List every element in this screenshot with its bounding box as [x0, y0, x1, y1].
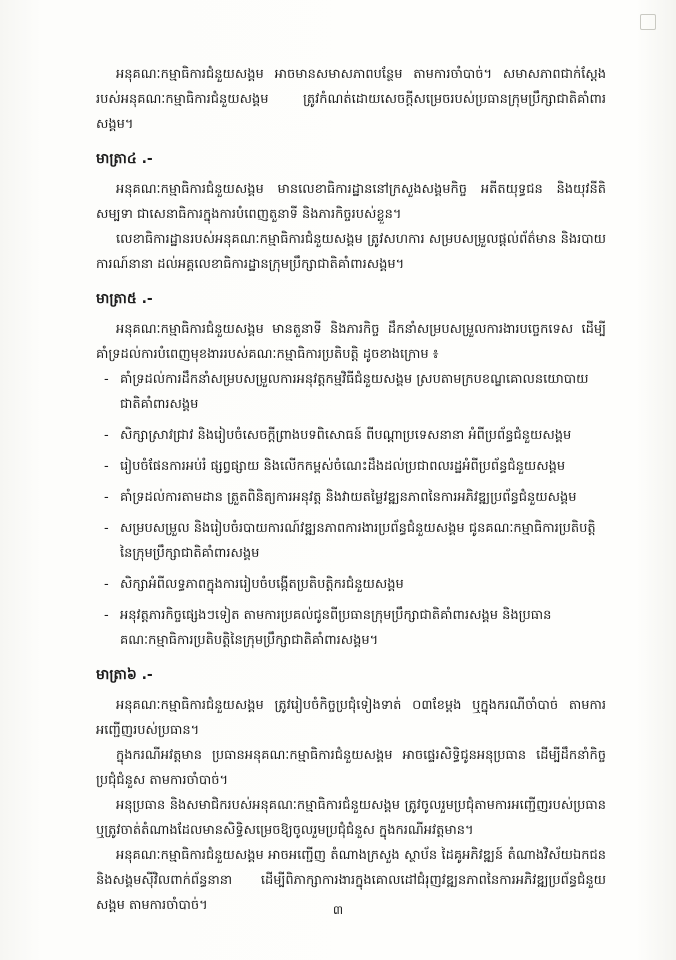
duty-text: អនុវត្តភារកិច្ចផ្សេងៗទៀត តាមការប្រគល់ជូនពីប្រធានក្រុមប្រឹក្សាជាតិគាំពារសង្គម និងប្រធានគណៈកម្មាធិការប្រតិបត្តិនៃក្រុមប្រឹក្សាជាតិគាំពារសង្គម។	[120, 608, 552, 648]
bullet-dash: -	[104, 577, 109, 592]
bullet-dash: -	[104, 490, 109, 505]
article-6-paragraph-3: អនុប្រធាន និងសមាជិករបស់អនុគណៈកម្មាធិការជំនួយសង្គម ត្រូវចូលរួមប្រជុំតាមការអញ្ជើញរបស់ប្រធាន ឬត្រូវចាត់តំណាងដែលមានសិទ្ធិសម្រេចឱ្យចូលរួមប្រជុំជំនួស ក្នុងករណីអវត្តមាន។	[96, 798, 606, 838]
duty-list-item	[104, 423, 606, 448]
bullet-dash: -	[104, 608, 109, 623]
duty-list-item	[104, 572, 606, 597]
duty-list-item	[104, 516, 606, 566]
duty-text: គាំទ្រដល់ការដឹកនាំសម្របសម្រួលការអនុវត្តកម្មវិធីជំនួយសង្គម ស្របតាមក្របខណ្ឌគោលនយោបាយជាតិគាំពារសង្គម	[120, 372, 589, 412]
scan-corner-mark	[640, 14, 656, 30]
page-number: ៣	[332, 903, 344, 917]
bullet-dash: -	[104, 428, 109, 443]
article-5-intro: អនុគណៈកម្មាធិការជំនួយសង្គម មានតួនាទី និងភារកិច្ច ដឹកនាំសម្របសម្រួលការងារបច្ចេកទេស ដើម្បីគាំទ្រដល់ការបំពេញមុខងាររបស់គណៈកម្មាធិការប្រតិបត្តិ ដូចខាងក្រោម ៖	[96, 322, 606, 362]
article-4-paragraph-2: លេខាធិការដ្ឋានរបស់អនុគណៈកម្មាធិការជំនួយសង្គម ត្រូវសហការ សម្របសម្រួលផ្តល់ព័ត៌មាន និងរបាយការណ៍នានា ដល់អគ្គលេខាធិការដ្ឋានក្រុមប្រឹក្សាជាតិគាំពារសង្គម។	[96, 232, 606, 272]
bullet-dash: -	[104, 372, 109, 387]
article-5-heading: មាត្រា៥ .-	[96, 291, 153, 307]
article-6-paragraph-1: អនុគណៈកម្មាធិការជំនួយសង្គម ត្រូវរៀបចំកិច្ចប្រជុំទៀងទាត់ ០៣ខែម្តង ឬក្នុងករណីចាំបាច់ តាមការអញ្ជើញរបស់ប្រធាន។	[96, 698, 606, 738]
article-5-duty-list	[104, 367, 606, 653]
duty-text: សម្របសម្រួល និងរៀបចំរបាយការណ៍វឌ្ឍនភាពការងារប្រព័ន្ធជំនួយសង្គម ជូនគណៈកម្មាធិការប្រតិបត្តិនៃក្រុមប្រឹក្សាជាតិគាំពារសង្គម	[120, 521, 596, 561]
duty-text: គាំទ្រដល់ការតាមដាន ត្រួតពិនិត្យការអនុវត្ត និងវាយតម្លៃវឌ្ឍនភាពនៃការអភិវឌ្ឍប្រព័ន្ធជំនួយសង្គម	[120, 490, 577, 505]
document-body	[0, 62, 676, 918]
duty-list-item	[104, 485, 606, 510]
duty-text: រៀបចំផែនការអប់រំ ផ្សព្វផ្សាយ និងលើកកម្ពស់ចំណេះដឹងដល់ប្រជាពលរដ្ឋអំពីប្រព័ន្ធជំនួយសង្គម	[120, 459, 566, 474]
bullet-dash: -	[104, 521, 109, 536]
duty-list-item	[104, 454, 606, 479]
duty-list-item	[104, 367, 606, 417]
article-4-heading: មាត្រា៤ .-	[96, 151, 153, 167]
article-4-paragraph-1: អនុគណៈកម្មាធិការជំនួយសង្គម មានលេខាធិការដ្ឋាននៅក្រសួងសង្គមកិច្ច អតីតយុទ្ធជន និងយុវនីតិសម្បទា ជាសេនាធិការក្នុងការបំពេញតួនាទី និងភារកិច្ចរបស់ខ្លួន។	[96, 182, 606, 222]
duty-text: សិក្សាអំពីលទ្ធភាពក្នុងការរៀបចំបង្កើតប្រតិបត្តិករជំនួយសង្គម	[120, 577, 404, 592]
duty-list-item	[104, 603, 606, 653]
duty-text: សិក្សាស្រាវជ្រាវ និងរៀបចំសេចក្តីព្រាងបទពិសោធន៍ ពីបណ្តាប្រទេសនានា អំពីប្រព័ន្ធជំនួយសង្គម	[120, 428, 572, 443]
article-6-heading: មាត្រា៦ .-	[96, 667, 153, 683]
article-6-paragraph-4: អនុគណៈកម្មាធិការជំនួយសង្គម អាចអញ្ជើញ តំណាងក្រសួង ស្ថាប័ន ដៃគូអភិវឌ្ឍន៍ តំណាងវិស័យឯកជន និងសង្គមស៊ីវិលពាក់ព័ន្ធនានា ដើម្បីពិភាក្សាការងារក្នុងគោលដៅជំរុញវឌ្ឍនភាពនៃការអភិវឌ្ឍប្រព័ន្ធជំនួយសង្គម តាមការចាំបាច់។	[96, 848, 606, 913]
bullet-dash: -	[104, 459, 109, 474]
intro-paragraph: អនុគណៈកម្មាធិការជំនួយសង្គម អាចមានសមាសភាពបន្ថែម តាមការចាំបាច់។ សមាសភាពជាក់ស្តែងរបស់អនុគណៈកម្មាធិការជំនួយសង្គម ត្រូវកំណត់ដោយសេចក្តីសម្រេចរបស់ប្រធានក្រុមប្រឹក្សាជាតិគាំពារសង្គម។	[96, 67, 606, 132]
article-6-paragraph-2: ក្នុងករណីអវត្តមាន ប្រធានអនុគណៈកម្មាធិការជំនួយសង្គម អាចផ្ទេរសិទ្ធិជូនអនុប្រធាន ដើម្បីដឹកនាំកិច្ចប្រជុំជំនួស តាមការចាំបាច់។	[96, 748, 606, 788]
